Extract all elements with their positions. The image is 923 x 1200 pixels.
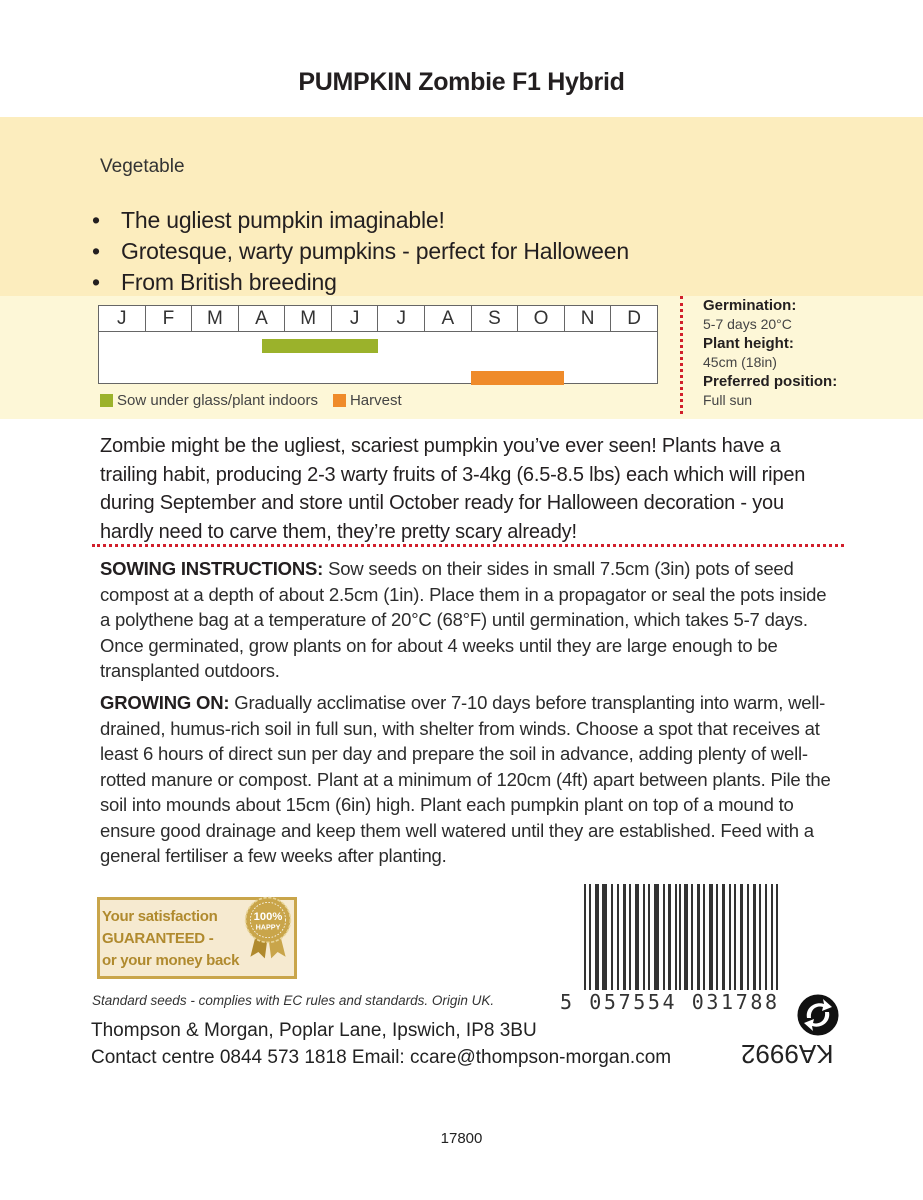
fact-label: Preferred position: [703,373,838,390]
highlight-item: • Grotesque, warty pumpkins - perfect for Halloween [92,236,629,267]
barcode-number: 5 057554 031788 [560,990,780,1014]
growing-text: Gradually acclimatise over 7-10 days before transplanting into warm, well-drained, humus-rich soil in full sun, with shelter from winds. Choose a spot that receives at least 6 hours of direct sun per day and prepare the soil in advance, adding plenty of well-rotted manure or compost. Plant at a minimum of 120cm (4ft) apart between plants. Pile the soil into mounds about 15cm (6in) high. Plant each pumpkin plant on top of a mound to ensure good drainage and keep them well watered until they are established. Feed with a general fertiliser a few weeks after planting. [100,692,831,866]
month-header [99,306,657,332]
month-cell: S [472,306,519,331]
sowing-calendar [98,305,658,384]
month-cell: O [518,306,565,331]
month-cell: J [378,306,425,331]
fact-label: Germination: [703,297,797,314]
address-line: Thompson & Morgan, Poplar Lane, Ipswich, IP8 3BU [91,1020,537,1041]
month-cell: F [146,306,193,331]
month-cell: D [627,308,642,329]
month-cell: A [425,306,472,331]
fact-value: Full sun [703,392,753,408]
sow-period-bar [262,339,378,353]
fact-value: 5-7 days 20°C [703,316,792,332]
page-number: 17800 [440,1130,483,1147]
contact-line: Contact centre 0844 573 1818 Email: ccare@thompson-morgan.com [91,1047,672,1068]
svg-text:100%: 100% [253,911,283,923]
standards-note: Standard seeds - complies with EC rules and standards. Origin UK. [92,993,495,1008]
svg-text:HAPPY: HAPPY [255,922,281,932]
page-title: PUMPKIN Zombie F1 Hybrid [298,68,625,96]
sowing-heading: SOWING INSTRUCTIONS: [100,558,324,579]
dotted-divider [92,544,844,547]
company-address [91,1017,671,1071]
plant-facts [680,296,913,414]
month-cell: N [565,306,612,331]
sowing-instructions [100,556,840,684]
guarantee-line: Your satisfaction [102,908,218,925]
sowing-text: Sow seeds on their sides in small 7.5cm (3in) pots of seed compost at a depth of about 2.5cm (1in). Place them in a propagator or seal the pots inside a polythene bag at a temperature of 20°C (68°F) until germination, which takes 5-7 days. Once germinated, grow plants on for about 4 weeks until they are large enough to be transplanted outdoors. [100,558,827,681]
growing-heading: GROWING ON: [100,692,230,713]
sow-swatch-icon [100,394,113,407]
product-code: KA9992 [741,1039,834,1069]
guarantee-line: GUARANTEED - [102,930,214,947]
guarantee-text [102,906,239,972]
legend-sow-label: Sow under glass/plant indoors [117,392,318,409]
guarantee-line: or your money back [102,952,240,969]
category-label: Vegetable [100,156,185,177]
rosette-icon [236,896,300,960]
green-dot-recycle-icon [795,992,841,1038]
month-cell: M [192,306,239,331]
growing-on [100,690,840,869]
description: Zombie might be the ugliest, scariest pumpkin you’ve ever seen! Plants have a trailing habit, producing 2-3 warty fruits of 3-4kg (6.5-8.5 lbs) each which will ripen during September and store until October ready for Halloween decoration - you hardly need to carve them, they’re pretty scary already! [100,435,806,543]
barcode [582,884,782,1004]
fact-value: 45cm (18in) [703,354,777,370]
month-cell: J [99,306,146,331]
highlights-list [92,205,629,298]
month-cell: A [239,306,286,331]
harvest-swatch-icon [333,394,346,407]
legend-harvest-label: Harvest [349,392,402,409]
month-cell: M [285,306,332,331]
fact-label: Plant height: [703,335,794,352]
calendar-legend [100,392,402,409]
harvest-period-bar [471,371,564,385]
guarantee-badge [97,897,297,979]
highlight-item: • The ugliest pumpkin imaginable! [92,205,629,236]
month-cell: J [332,306,379,331]
highlight-item: • From British breeding [92,267,629,298]
